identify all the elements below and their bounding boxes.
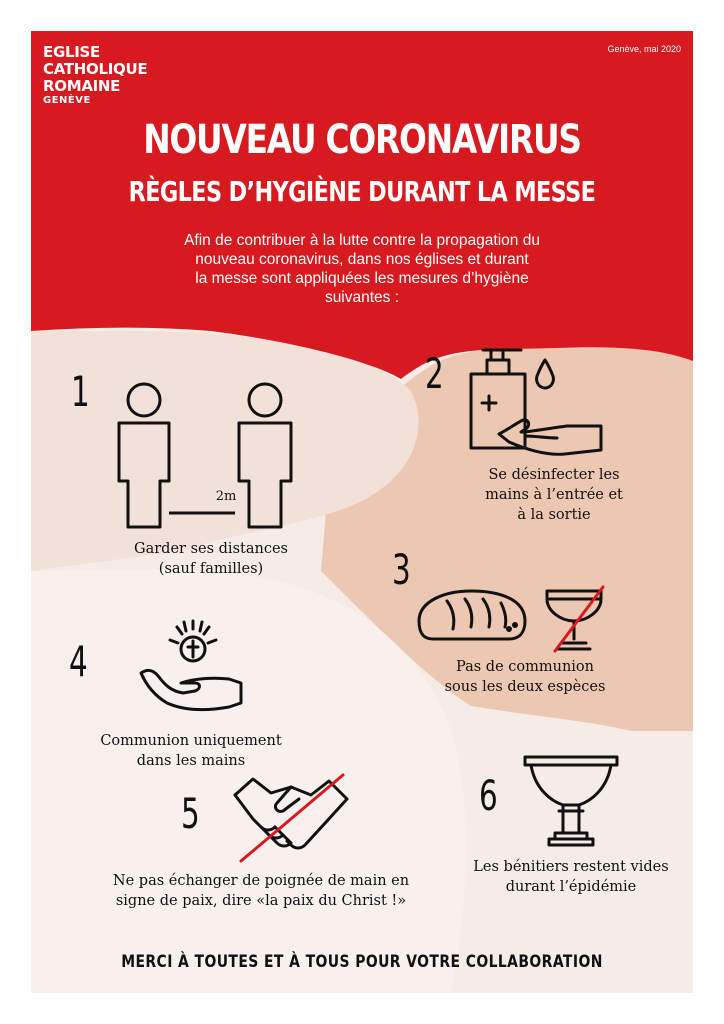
- caption-line: Se désinfecter les: [488, 467, 620, 483]
- logo-line-1: EGLISE: [43, 43, 100, 61]
- footer-message: MERCI À TOUTES ET À TOUS POUR VOTRE COLLABORATION: [121, 952, 603, 972]
- caption-line: durant l’épidémie: [505, 879, 637, 895]
- rule-1-caption: [111, 539, 311, 579]
- church-logo: [43, 44, 147, 107]
- rule-5-number: 5: [181, 789, 200, 838]
- rule-4-caption: [81, 731, 301, 771]
- caption-line: dans les mains: [136, 753, 246, 769]
- rule-6-number: 6: [479, 771, 498, 820]
- logo-line-3: ROMAINE: [43, 77, 121, 95]
- page-subtitle: RÈGLES D’HYGIÈNE DURANT LA MESSE: [128, 175, 596, 208]
- rule-1-number: 1: [71, 367, 90, 416]
- host-in-hand-icon: [137, 607, 247, 717]
- caption-line: signe de paix, dire «la paix du Christ !»: [115, 893, 407, 909]
- intro-line: Afin de contribuer à la lutte contre la propagation du: [184, 232, 540, 249]
- page-title: NOUVEAU CORONAVIRUS: [143, 117, 581, 163]
- logo-line-4: GENÈVE: [43, 95, 91, 106]
- social-distance-icon: [111, 381, 301, 531]
- distance-label: 2m: [215, 489, 237, 504]
- no-communion-bread-wine-icon: [417, 585, 607, 655]
- caption-line: Garder ses distances: [134, 541, 288, 557]
- caption-line: (sauf familles): [158, 561, 264, 577]
- intro-line: suivantes :: [324, 289, 400, 306]
- date-label: Genève, mai 2020: [607, 44, 681, 54]
- caption-line: sous les deux espèces: [444, 679, 606, 695]
- rule-6-caption: [461, 857, 681, 897]
- logo-line-2: CATHOLIQUE: [43, 60, 148, 78]
- holy-water-font-icon: [521, 753, 621, 849]
- hand-sanitizer-icon: [469, 346, 609, 456]
- caption-line: mains à l’entrée et: [485, 487, 623, 503]
- caption-line: Les bénitiers restent vides: [473, 859, 669, 875]
- intro-line: nouveau coronavirus, dans nos églises et durant: [195, 251, 529, 268]
- no-handshake-icon: [231, 773, 351, 863]
- rule-2-caption: [469, 465, 639, 525]
- caption-line: Communion uniquement: [100, 733, 282, 749]
- caption-line: Pas de communion: [455, 659, 594, 675]
- intro-line: la messe sont appliquées les mesures d’hygiène: [195, 270, 529, 287]
- rule-2-number: 2: [425, 349, 444, 398]
- rule-5-caption: [91, 871, 431, 911]
- poster: [31, 31, 693, 993]
- rule-3-number: 3: [392, 545, 411, 594]
- caption-line: Ne pas échanger de poignée de main en: [112, 873, 410, 889]
- rule-3-caption: [435, 657, 615, 697]
- intro-text: [131, 231, 593, 307]
- caption-line: à la sortie: [517, 507, 591, 523]
- rule-4-number: 4: [69, 637, 88, 686]
